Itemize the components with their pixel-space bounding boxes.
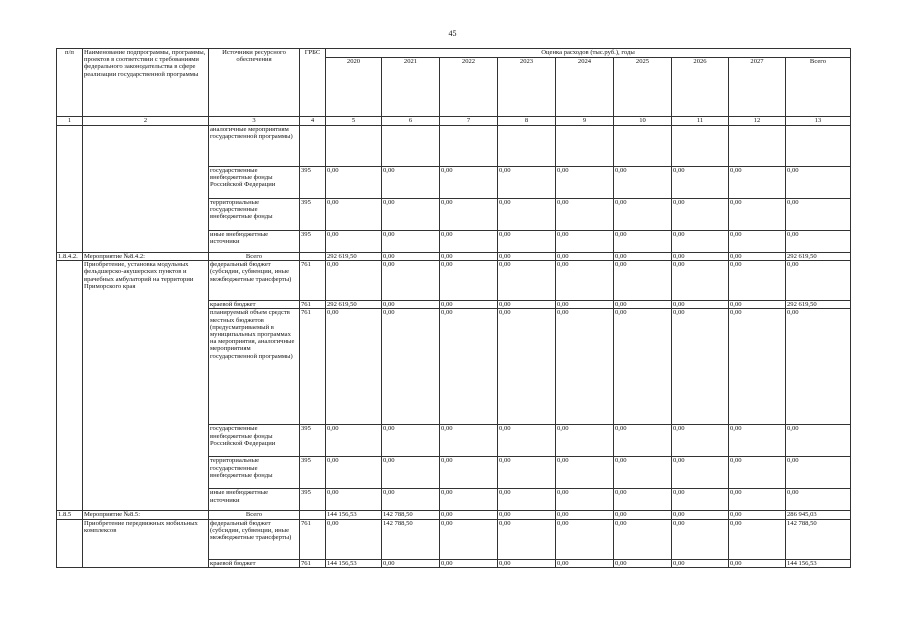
year-value-cell: 0,00 [556,309,614,425]
year-value-cell: 0,00 [556,301,614,309]
budget-table [56,48,851,568]
row-number-cell: 1.8.5 [57,511,83,519]
year-value-cell: 0,00 [614,261,672,301]
grbs-code-cell [300,511,326,519]
column-number: 10 [614,117,672,126]
funding-source-cell: краевой бюджет [209,301,300,309]
year-value-cell: 0,00 [614,511,672,519]
column-number: 11 [672,117,729,126]
year-value-cell: 0,00 [382,167,440,199]
year-value-cell: 0,00 [440,261,498,301]
year-value-cell: 0,00 [556,231,614,253]
column-number: 8 [498,117,556,126]
funding-source-cell: федеральный бюджет (субсидии, субвенции, иные межбюджетные трансферты) [209,519,300,559]
year-value-cell: 0,00 [498,489,556,511]
year-value-cell: 0,00 [440,301,498,309]
year-value-cell [326,126,382,167]
year-value-cell: 0,00 [326,457,382,489]
year-value-cell: 0,00 [729,253,786,261]
column-number: 3 [209,117,300,126]
grbs-code-cell: 395 [300,489,326,511]
program-name-cell: Мероприятие №8.5: [83,511,209,519]
year-value-cell: 0,00 [672,167,729,199]
column-number: 12 [729,117,786,126]
year-value-cell: 0,00 [556,253,614,261]
table-body [57,126,851,568]
header-source: Источники ресурсного обеспечения [209,49,300,117]
year-header: 2025 [614,58,672,117]
year-value-cell: 0,00 [326,167,382,199]
year-value-cell: 0,00 [326,309,382,425]
year-value-cell: 0,00 [614,559,672,567]
year-value-cell: 0,00 [498,167,556,199]
year-value-cell: 0,00 [326,231,382,253]
total-header: Всего [786,58,851,117]
year-value-cell: 0,00 [729,301,786,309]
year-value-cell: 0,00 [556,489,614,511]
year-value-cell: 0,00 [326,261,382,301]
year-value-cell: 0,00 [498,425,556,457]
header-name: Наименование подпрограммы, программы, проектов в соответствии с требованиями федерального законодательства в сфере реализации государственной программы [83,49,209,117]
table-row [57,126,851,167]
year-value-cell: 0,00 [326,199,382,231]
grbs-code-cell: 395 [300,231,326,253]
funding-source-cell: государственные внебюджетные фонды Российской Федерации [209,425,300,457]
year-value-cell: 0,00 [498,519,556,559]
column-number: 9 [556,117,614,126]
year-value-cell: 0,00 [498,457,556,489]
header-pp: п/п [57,49,83,117]
year-value-cell: 0,00 [614,231,672,253]
year-value-cell: 0,00 [672,309,729,425]
year-value-cell: 144 156,53 [326,511,382,519]
year-value-cell: 0,00 [382,309,440,425]
total-value-cell: 0,00 [786,425,851,457]
year-value-cell: 0,00 [729,309,786,425]
grbs-code-cell: 761 [300,519,326,559]
year-value-cell: 0,00 [382,231,440,253]
year-value-cell: 0,00 [382,301,440,309]
year-value-cell: 0,00 [440,425,498,457]
year-header: 2022 [440,58,498,117]
year-value-cell: 0,00 [498,261,556,301]
funding-source-cell: иные внебюджетные источники [209,489,300,511]
year-value-cell: 0,00 [556,261,614,301]
year-value-cell [382,126,440,167]
year-value-cell: 0,00 [672,301,729,309]
year-value-cell: 0,00 [729,199,786,231]
funding-source-cell: планируемый объем средств местных бюджетов (предусматриваемый в муниципальных программах на мероприятия, аналогичные мероприятиям государственной программы) [209,309,300,425]
program-name-cell: Приобретение, установка модульных фельдшерско-акушерских пунктов и врачебных амбулаторий на территории Приморского края [83,261,209,511]
program-name-cell: Мероприятие №8.4.2: [83,253,209,261]
year-value-cell: 0,00 [440,457,498,489]
grbs-code-cell: 395 [300,425,326,457]
year-value-cell: 0,00 [556,519,614,559]
year-value-cell: 0,00 [729,261,786,301]
total-value-cell [786,126,851,167]
year-value-cell: 142 788,50 [382,519,440,559]
year-value-cell: 0,00 [382,457,440,489]
year-value-cell: 0,00 [326,425,382,457]
year-value-cell: 0,00 [440,199,498,231]
funding-source-cell: территориальные государственные внебюджетные фонды [209,457,300,489]
total-value-cell: 286 945,03 [786,511,851,519]
funding-source-cell: иные внебюджетные источники [209,231,300,253]
year-value-cell: 0,00 [440,167,498,199]
year-value-cell: 0,00 [614,309,672,425]
total-value-cell: 0,00 [786,489,851,511]
year-value-cell: 0,00 [672,559,729,567]
year-value-cell: 0,00 [556,457,614,489]
year-value-cell: 0,00 [382,559,440,567]
year-value-cell: 0,00 [440,519,498,559]
year-value-cell: 0,00 [672,457,729,489]
year-value-cell: 0,00 [614,425,672,457]
header-estimate: Оценка расходов (тыс.руб.), годы [326,49,851,58]
column-number: 6 [382,117,440,126]
total-value-cell: 0,00 [786,167,851,199]
year-value-cell: 0,00 [326,489,382,511]
year-value-cell: 0,00 [672,519,729,559]
year-value-cell: 0,00 [498,253,556,261]
year-value-cell: 0,00 [498,309,556,425]
year-value-cell: 0,00 [729,489,786,511]
total-value-cell: 292 619,50 [786,301,851,309]
column-number: 4 [300,117,326,126]
year-header: 2020 [326,58,382,117]
total-value-cell: 0,00 [786,457,851,489]
year-value-cell: 0,00 [729,167,786,199]
year-value-cell: 0,00 [729,457,786,489]
year-value-cell [498,126,556,167]
year-value-cell: 0,00 [498,511,556,519]
funding-source-cell: Всего [209,511,300,519]
column-number-row [57,117,851,126]
year-value-cell: 292 619,50 [326,301,382,309]
grbs-code-cell: 395 [300,167,326,199]
row-number-cell [57,519,83,567]
year-value-cell: 0,00 [672,199,729,231]
funding-source-cell: территориальные государственные внебюджетные фонды [209,199,300,231]
year-value-cell: 0,00 [556,167,614,199]
year-header: 2021 [382,58,440,117]
year-value-cell: 0,00 [729,519,786,559]
year-value-cell: 0,00 [672,231,729,253]
year-value-cell: 0,00 [672,253,729,261]
year-value-cell: 0,00 [614,167,672,199]
table-row [57,253,851,261]
column-number: 5 [326,117,382,126]
column-number: 13 [786,117,851,126]
table-row [57,519,851,559]
funding-source-cell: краевой бюджет [209,559,300,567]
year-value-cell [440,126,498,167]
total-value-cell: 144 156,53 [786,559,851,567]
row-number-cell [57,261,83,511]
program-name-cell: Приобретение передвижных мобильных комплексов [83,519,209,567]
year-value-cell: 0,00 [729,511,786,519]
year-value-cell: 0,00 [614,457,672,489]
year-value-cell: 292 619,50 [326,253,382,261]
grbs-code-cell: 761 [300,261,326,301]
grbs-code-cell: 395 [300,457,326,489]
year-value-cell: 0,00 [672,261,729,301]
year-value-cell: 0,00 [498,231,556,253]
year-header: 2026 [672,58,729,117]
year-value-cell [614,126,672,167]
year-value-cell: 0,00 [382,489,440,511]
year-value-cell: 0,00 [614,301,672,309]
year-header: 2027 [729,58,786,117]
total-value-cell: 142 788,50 [786,519,851,559]
year-header: 2023 [498,58,556,117]
year-value-cell: 0,00 [729,231,786,253]
funding-source-cell: государственные внебюджетные фонды Российской Федерации [209,167,300,199]
year-value-cell: 0,00 [729,559,786,567]
year-value-cell: 0,00 [440,511,498,519]
year-value-cell: 0,00 [614,199,672,231]
year-value-cell: 0,00 [382,199,440,231]
year-value-cell: 0,00 [382,425,440,457]
year-header: 2024 [556,58,614,117]
year-value-cell: 0,00 [498,199,556,231]
year-value-cell: 0,00 [672,425,729,457]
grbs-code-cell [300,253,326,261]
program-name-cell [83,126,209,253]
year-value-cell [729,126,786,167]
year-value-cell: 0,00 [440,309,498,425]
header-grbs: ГРБС [300,49,326,117]
column-number: 1 [57,117,83,126]
year-value-cell: 0,00 [556,199,614,231]
year-value-cell: 144 156,53 [326,559,382,567]
funding-source-cell: аналогичные мероприятиям государственной программы) [209,126,300,167]
year-value-cell: 0,00 [556,425,614,457]
total-value-cell: 0,00 [786,199,851,231]
funding-source-cell: Всего [209,253,300,261]
year-value-cell: 0,00 [382,261,440,301]
year-value-cell: 0,00 [614,253,672,261]
year-value-cell: 0,00 [440,559,498,567]
year-value-cell: 0,00 [729,425,786,457]
year-value-cell: 0,00 [326,519,382,559]
year-value-cell: 0,00 [614,489,672,511]
year-value-cell: 0,00 [498,559,556,567]
grbs-code-cell: 761 [300,559,326,567]
year-value-cell: 0,00 [672,511,729,519]
table-row [57,511,851,519]
row-number-cell: 1.8.4.2. [57,253,83,261]
year-value-cell: 0,00 [440,489,498,511]
page-number: 45 [448,29,457,38]
year-value-cell: 0,00 [440,231,498,253]
year-value-cell: 0,00 [382,253,440,261]
total-value-cell: 0,00 [786,231,851,253]
year-value-cell [556,126,614,167]
year-value-cell: 0,00 [440,253,498,261]
total-value-cell: 0,00 [786,309,851,425]
column-number: 7 [440,117,498,126]
column-number: 2 [83,117,209,126]
grbs-code-cell: 761 [300,309,326,425]
table-row [57,261,851,301]
total-value-cell: 0,00 [786,261,851,301]
total-value-cell: 292 619,50 [786,253,851,261]
year-value-cell: 0,00 [498,301,556,309]
year-value-cell: 0,00 [672,489,729,511]
funding-source-cell: федеральный бюджет (субсидии, субвенции, иные межбюджетные трансферты) [209,261,300,301]
year-value-cell [672,126,729,167]
grbs-code-cell [300,126,326,167]
year-value-cell: 142 788,50 [382,511,440,519]
row-number-cell [57,126,83,253]
year-value-cell: 0,00 [556,559,614,567]
year-value-cell: 0,00 [614,519,672,559]
grbs-code-cell: 761 [300,301,326,309]
grbs-code-cell: 395 [300,199,326,231]
year-value-cell: 0,00 [556,511,614,519]
